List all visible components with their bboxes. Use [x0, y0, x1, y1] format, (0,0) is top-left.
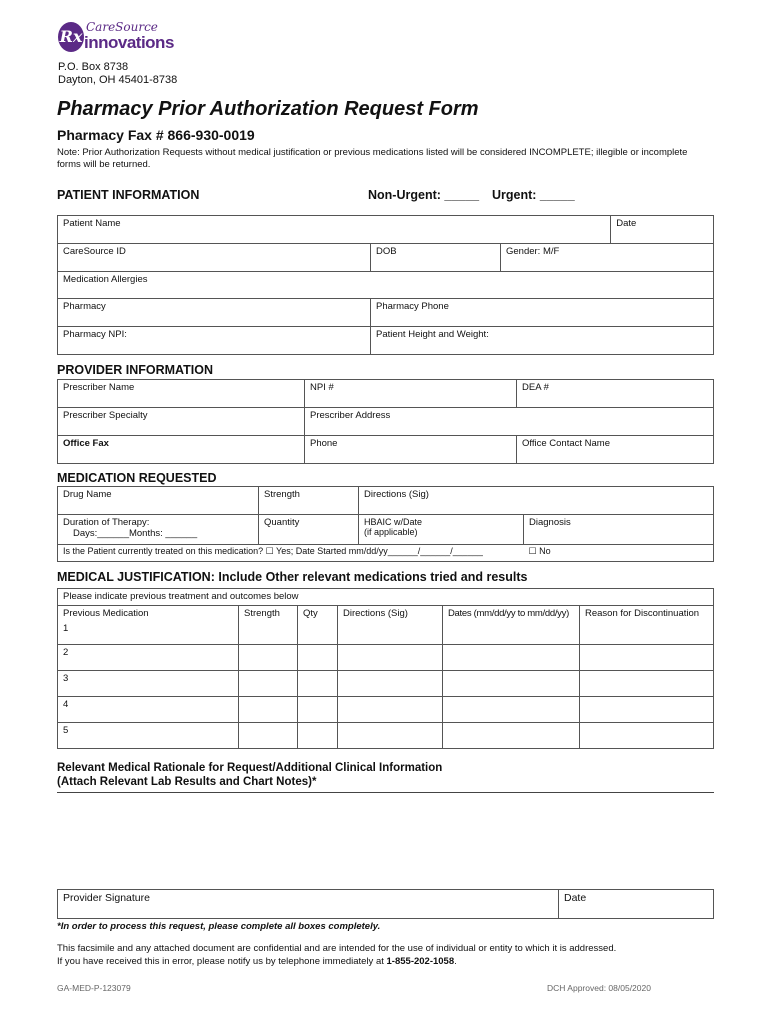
medication-allergies-field[interactable]: Medication Allergies — [58, 272, 714, 299]
table-cell[interactable] — [580, 696, 714, 722]
table-cell[interactable] — [443, 670, 580, 696]
patient-info-table — [57, 215, 714, 355]
form-title: Pharmacy Prior Authorization Request Form — [57, 98, 479, 120]
currently-treated-label: Is the Patient currently treated on this medication? ☐ Yes; Date Started mm/dd/yy______/______/______ — [63, 546, 483, 556]
col-directions: Directions (Sig) — [338, 606, 443, 622]
quantity-field[interactable]: Quantity — [259, 515, 359, 545]
days-months-label: Days:______Months: ______ — [73, 528, 198, 539]
npi-field[interactable]: NPI # — [305, 380, 517, 408]
drug-name-field[interactable]: Drug Name — [58, 487, 259, 515]
address-line-1: P.O. Box 8738 — [58, 61, 129, 73]
logo-top-text: CareSource — [86, 20, 158, 34]
justification-instruction: Please indicate previous treatment and outcomes below — [58, 589, 714, 606]
row-number[interactable]: 4 — [58, 696, 239, 722]
prescriber-specialty-field[interactable]: Prescriber Specialty — [58, 408, 305, 436]
justification-table — [57, 588, 714, 749]
col-qty: Qty — [298, 606, 338, 622]
signature-table — [57, 889, 714, 919]
date-field[interactable]: Date — [611, 216, 714, 244]
table-cell[interactable] — [239, 696, 298, 722]
form-id: GA-MED-P-123079 — [57, 983, 131, 993]
rx-logo-icon: Rx — [58, 22, 84, 52]
gender-field[interactable]: Gender: M/F — [501, 244, 714, 272]
pharmacy-field[interactable]: Pharmacy — [58, 299, 371, 327]
no-checkbox[interactable]: ☐ No — [528, 546, 551, 556]
medication-table — [57, 486, 714, 562]
height-weight-field[interactable]: Patient Height and Weight: — [371, 327, 714, 355]
duration-label: Duration of Therapy: — [63, 517, 150, 528]
rationale-heading: Relevant Medical Rationale for Request/Additional Clinical Information — [57, 762, 443, 774]
dob-field[interactable]: DOB — [371, 244, 501, 272]
caresource-id-field[interactable]: CareSource ID — [58, 244, 371, 272]
form-note: Note: Prior Authorization Requests without medical justification or previous medications listed will be considered INCOMPLETE; illegible or incomplete forms will be returned. — [57, 147, 688, 170]
table-cell[interactable] — [338, 621, 443, 644]
hbaic-field[interactable] — [359, 515, 524, 545]
table-cell[interactable] — [580, 621, 714, 644]
signature-date-field[interactable]: Date — [559, 890, 714, 919]
table-cell[interactable] — [443, 722, 580, 748]
col-strength: Strength — [239, 606, 298, 622]
table-cell[interactable] — [338, 670, 443, 696]
row-number[interactable]: 1 — [58, 621, 239, 644]
col-dates: Dates (mm/dd/yy to mm/dd/yy) — [443, 606, 580, 622]
address-line-2: Dayton, OH 45401-8738 — [58, 74, 178, 86]
diagnosis-field[interactable]: Diagnosis — [524, 515, 714, 545]
pharmacy-phone-field[interactable]: Pharmacy Phone — [371, 299, 714, 327]
urgent-field[interactable]: Urgent: _____ — [492, 188, 575, 202]
strength-field[interactable]: Strength — [259, 487, 359, 515]
pharmacy-fax: Pharmacy Fax # 866-930-0019 — [57, 127, 255, 143]
rationale-subheading: (Attach Relevant Lab Results and Chart Notes)* — [57, 776, 317, 788]
table-cell[interactable] — [443, 644, 580, 670]
prescriber-address-field[interactable]: Prescriber Address — [305, 408, 714, 436]
if-applicable-label: (if applicable) — [364, 527, 418, 537]
error-notice — [57, 956, 457, 967]
medication-requested-heading: MEDICATION REQUESTED — [57, 471, 217, 485]
confidentiality-notice: This facsimile and any attached document are confidential and are intended for the use of individual or entity to which it is addressed. — [57, 943, 617, 954]
table-cell[interactable] — [239, 670, 298, 696]
row-number[interactable]: 2 — [58, 644, 239, 670]
table-cell[interactable] — [298, 670, 338, 696]
dea-field[interactable]: DEA # — [517, 380, 714, 408]
medical-justification-heading: MEDICAL JUSTIFICATION: Include Other relevant medications tried and results — [57, 570, 528, 584]
rationale-divider — [57, 792, 714, 793]
table-cell[interactable] — [239, 621, 298, 644]
directions-field[interactable]: Directions (Sig) — [359, 487, 714, 515]
table-cell[interactable] — [443, 621, 580, 644]
row-number[interactable]: 5 — [58, 722, 239, 748]
prescriber-name-field[interactable]: Prescriber Name — [58, 380, 305, 408]
patient-info-heading: PATIENT INFORMATION — [57, 188, 200, 202]
provider-info-heading: PROVIDER INFORMATION — [57, 363, 214, 377]
row-number[interactable]: 3 — [58, 670, 239, 696]
table-cell[interactable] — [580, 670, 714, 696]
rationale-text-area[interactable] — [57, 795, 714, 883]
col-reason: Reason for Discontinuation — [580, 606, 714, 622]
table-cell[interactable] — [298, 722, 338, 748]
error-notice-end: . — [454, 956, 457, 967]
table-cell[interactable] — [298, 621, 338, 644]
table-cell[interactable] — [298, 644, 338, 670]
logo-main-text: innovations — [84, 33, 174, 52]
table-cell[interactable] — [338, 696, 443, 722]
provider-signature-field[interactable]: Provider Signature — [58, 890, 559, 919]
hbaic-label: HBAIC w/Date — [364, 517, 423, 527]
patient-name-field[interactable]: Patient Name — [58, 216, 611, 244]
table-cell[interactable] — [239, 722, 298, 748]
contact-phone: 1-855-202-1058 — [386, 956, 455, 967]
table-cell[interactable] — [338, 644, 443, 670]
non-urgent-field[interactable]: Non-Urgent: _____ — [368, 188, 480, 202]
table-cell[interactable] — [338, 722, 443, 748]
duration-field[interactable] — [58, 515, 259, 545]
office-fax-field[interactable]: Office Fax — [58, 436, 305, 464]
approval-date: DCH Approved: 08/05/2020 — [547, 983, 651, 993]
error-notice-text: If you have received this in error, please notify us by telephone immediately at — [57, 956, 387, 967]
col-previous-medication: Previous Medication — [58, 606, 239, 622]
table-cell[interactable] — [298, 696, 338, 722]
currently-treated-row[interactable] — [58, 545, 714, 562]
phone-field[interactable]: Phone — [305, 436, 517, 464]
table-cell[interactable] — [443, 696, 580, 722]
table-cell[interactable] — [580, 644, 714, 670]
table-cell[interactable] — [239, 644, 298, 670]
table-cell[interactable] — [580, 722, 714, 748]
complete-boxes-note: *In order to process this request, please complete all boxes completely. — [57, 921, 381, 932]
office-contact-field[interactable]: Office Contact Name — [517, 436, 714, 464]
provider-info-table — [57, 379, 714, 464]
pharmacy-npi-field[interactable]: Pharmacy NPI: — [58, 327, 371, 355]
caresource-logo — [58, 20, 188, 56]
